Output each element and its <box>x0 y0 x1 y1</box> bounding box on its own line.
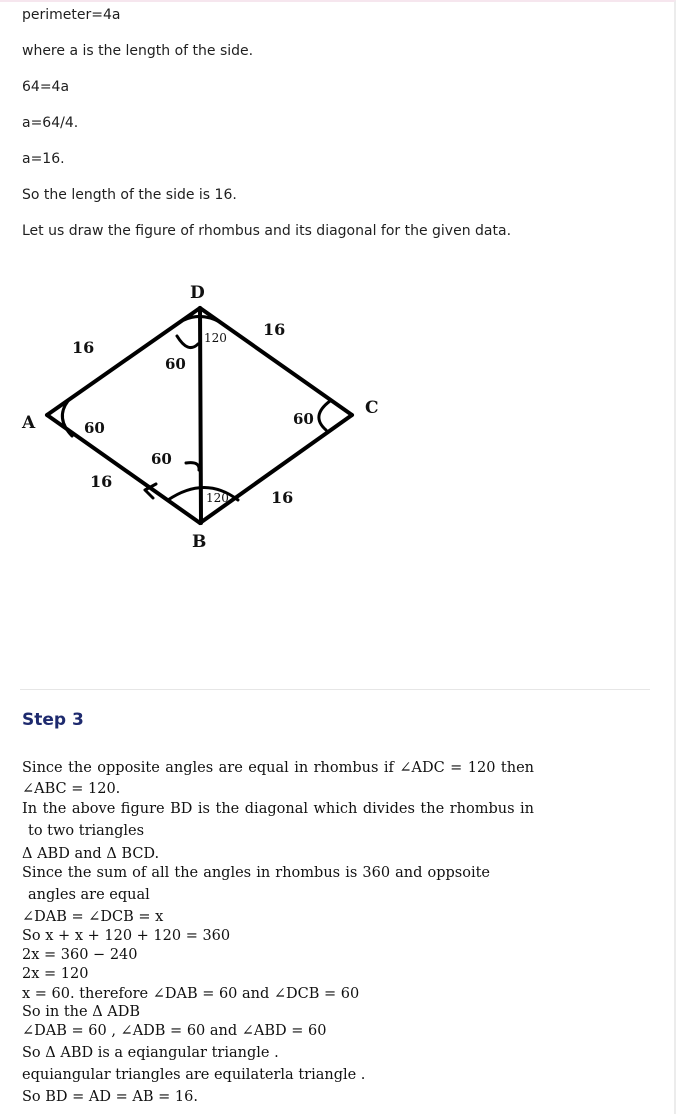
step-line: equiangular triangles are equilaterla triangle . <box>22 1067 366 1083</box>
step-line: ∠DAB = 60 , ∠ADB = 60 and ∠ABD = 60 <box>22 1023 327 1039</box>
step-line: 2x = 360 − 240 <box>22 947 138 963</box>
step-line: In the above figure BD is the diagonal which divides the rhombus in <box>22 801 534 817</box>
step-line: So Δ ABD is a eqiangular triangle . <box>22 1045 279 1061</box>
step-line: 2x = 120 <box>22 966 89 982</box>
angle-label-dab: 60 <box>84 419 105 437</box>
step-line: So in the Δ ADB <box>22 1004 141 1020</box>
side-label-dc: 16 <box>263 320 286 339</box>
side-label-ab: 16 <box>90 472 113 491</box>
step-line: to two triangles <box>28 823 145 839</box>
side-label-bc: 16 <box>271 488 294 507</box>
angle-label-abc: 120 <box>206 491 229 505</box>
step-line: x = 60. therefore ∠DAB = 60 and ∠DCB = 60 <box>22 986 360 1002</box>
angle-arc-adb <box>177 336 198 348</box>
intro-line-draw-figure: Let us draw the figure of rhombus and its diagonal for the given data. <box>22 223 512 239</box>
angle-label-abd: 60 <box>151 450 172 468</box>
section-divider <box>20 689 650 690</box>
vertex-label-c: C <box>365 398 379 418</box>
intro-line-definition: where a is the length of the side. <box>22 43 254 59</box>
angle-arc-abd <box>186 463 199 470</box>
step-line: Since the opposite angles are equal in rhombus if ∠ADC = 120 then <box>22 760 534 776</box>
side-label-ad: 16 <box>72 338 95 357</box>
angle-label-dcb: 60 <box>293 410 314 428</box>
step-line: angles are equal <box>28 887 150 903</box>
step-line: So x + x + 120 + 120 = 360 <box>22 928 231 944</box>
step-title: Step 3 <box>22 710 84 730</box>
step-line: ∠DAB = ∠DCB = x <box>22 909 164 925</box>
angle-label-adc: 120 <box>204 331 227 345</box>
rhombus-figure <box>0 270 676 560</box>
intro-line-result: a=16. <box>22 151 65 167</box>
step-line: Δ ABD and Δ BCD. <box>22 846 160 862</box>
intro-line-equation: 64=4a <box>22 79 70 95</box>
vertex-label-b: B <box>192 532 207 552</box>
intro-line-perimeter: perimeter=4a <box>22 7 121 23</box>
intro-line-side-length: So the length of the side is 16. <box>22 187 237 203</box>
angle-label-adb: 60 <box>165 355 186 373</box>
step-line: ∠ABC = 120. <box>22 781 121 797</box>
step-line: So BD = AD = AB = 16. <box>22 1089 198 1105</box>
vertex-label-d: D <box>190 283 205 303</box>
step-line: Since the sum of all the angles in rhombus is 360 and oppsoite <box>22 865 490 881</box>
angle-arc-dcb <box>319 401 330 430</box>
intro-line-division: a=64/4. <box>22 115 79 131</box>
diagonal-bd <box>200 308 201 523</box>
vertex-label-a: A <box>22 413 36 433</box>
side-ba <box>47 415 200 523</box>
